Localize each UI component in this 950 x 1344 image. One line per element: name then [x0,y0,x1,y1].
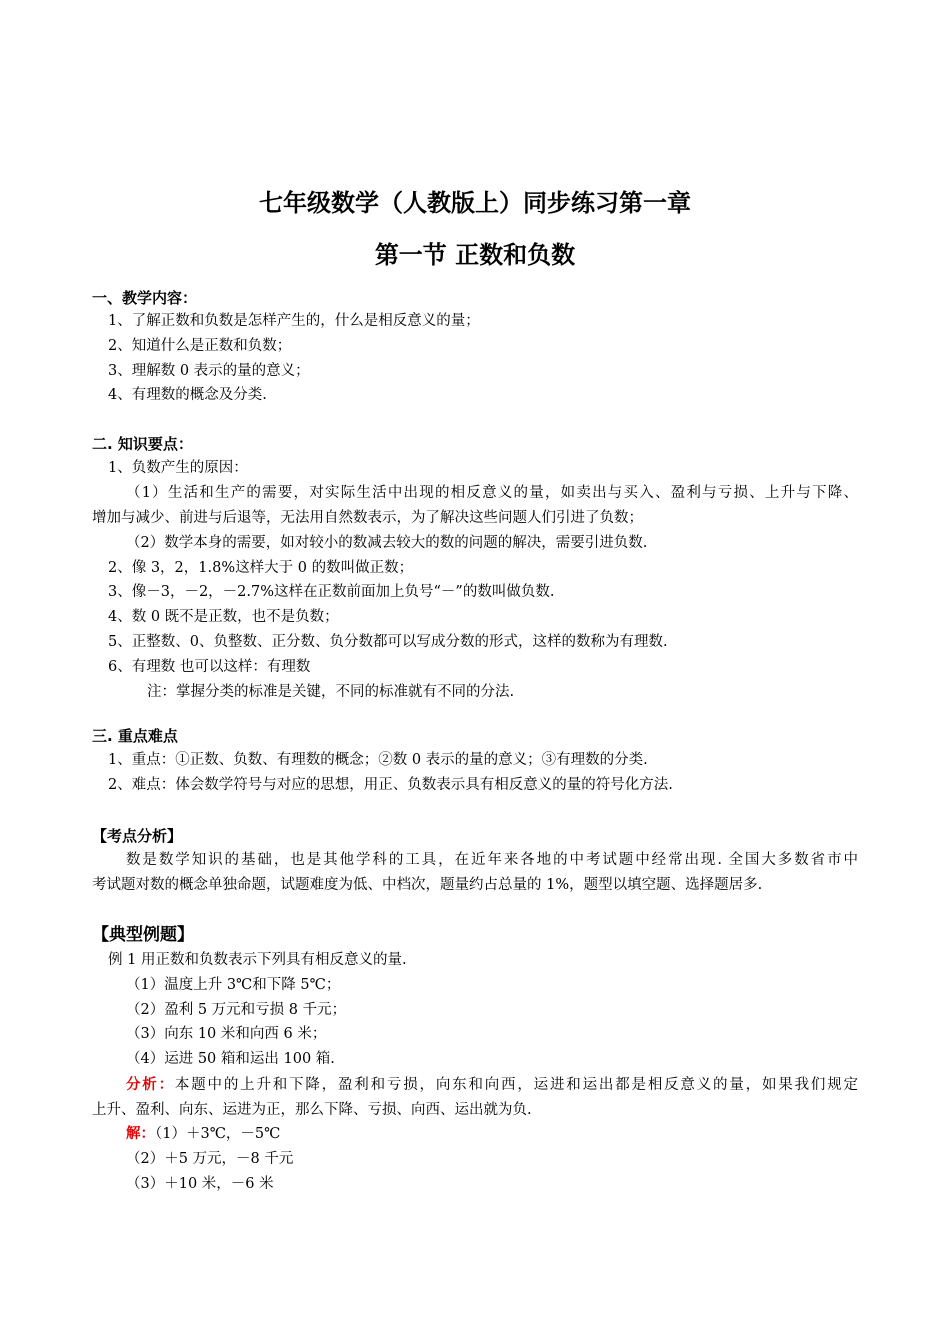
list-item: 4、数 0 既不是正数，也不是负数； [108,609,339,625]
list-item: （3）向东 10 米和向西 6 米； [126,1026,327,1042]
heading-exam-analysis: 【考点分析】 [92,827,183,845]
solution-line: （3）＋10 米，－6 米 [126,1176,274,1192]
example-question: 例 1 用正数和负数表示下列具有相反意义的量. [108,952,407,968]
analysis-label: 分析： [126,1076,175,1093]
paragraph-line: 考试题对数的概念单独命题，试题难度为低、中档次，题量约占总量的 1%，题型以填空题、选择题居多. [92,877,763,893]
list-item: 3、像－3，－2，－2.7%这样在正数前面加上负号“－”的数叫做负数. [108,584,555,600]
paragraph-line: （1）生活和生产的需要，对实际生活中出现的相反意义的量，如卖出与买入、盈利与亏损、上升与下降、 [126,485,858,501]
note: 注：掌握分类的标准是关键，不同的标准就有不同的分法. [147,684,515,700]
list-item: 1、重点：①正数、负数、有理数的概念；②数 0 表示的量的意义；③有理数的分类. [108,752,648,768]
solution-line: （2）＋5 万元，－8 千元 [126,1151,294,1167]
list-item: 2、知道什么是正数和负数； [108,338,292,354]
list-item: （2）盈利 5 万元和亏损 8 千元； [126,1002,347,1018]
list-item: 5、正整数、0、负整数、正分数、负分数都可以写成分数的形式，这样的数称为有理数. [108,634,668,650]
list-item: 1、了解正数和负数是怎样产生的，什么是相反意义的量； [108,313,480,329]
solution-line [126,1124,280,1144]
list-item: 4、有理数的概念及分类. [108,387,267,403]
list-item: （1）温度上升 3℃和下降 5℃； [126,977,341,993]
analysis-text: 本题中的上升和下降，盈利和亏损，向东和向西，运进和运出都是相反意义的量，如果我们规定 [174,1077,858,1093]
section-subtitle: 第一节 正数和负数 [374,241,576,269]
solution-label: 解： [126,1125,155,1142]
paragraph-line: （2）数学本身的需要，如对较小的数减去较大的数的问题的解决，需要引进负数. [126,535,648,551]
list-item: 2、像 3，2，1.8%这样大于 0 的数叫做正数； [108,560,414,576]
list-item: 2、难点：体会数学符号与对应的思想，用正、负数表示具有相反意义的量的符号化方法. [108,777,673,793]
paragraph-line: 增加与减少、前进与后退等，无法用自然数表示，为了解决这些问题人们引进了负数； [92,510,643,526]
list-item: 1、负数产生的原因： [108,460,248,476]
paragraph-line: 数是数学知识的基础，也是其他学科的工具，在近年来各地的中考试题中经常出现. 全国大多数省市中 [126,852,858,868]
solution-text: （1）＋3℃，－5℃ [155,1126,281,1142]
heading-teaching-content: 一、教学内容： [92,289,198,307]
heading-knowledge-points: 二. 知识要点： [92,435,193,453]
heading-key-difficult: 三. 重点难点 [92,727,178,745]
document-title: 七年级数学（人教版上）同步练习第一章 [259,189,691,217]
list-item: 3、理解数 0 表示的量的意义； [108,363,310,379]
paragraph-line: 上升、盈利、向东、运进为正，那么下降、亏损、向西、运出就为负. [92,1102,532,1118]
list-item: （4）运进 50 箱和运出 100 箱. [126,1051,335,1067]
list-item: 6、有理数 也可以这样：有理数 [108,659,311,675]
heading-typical-examples: 【典型例题】 [92,925,194,945]
analysis-line [126,1075,858,1095]
